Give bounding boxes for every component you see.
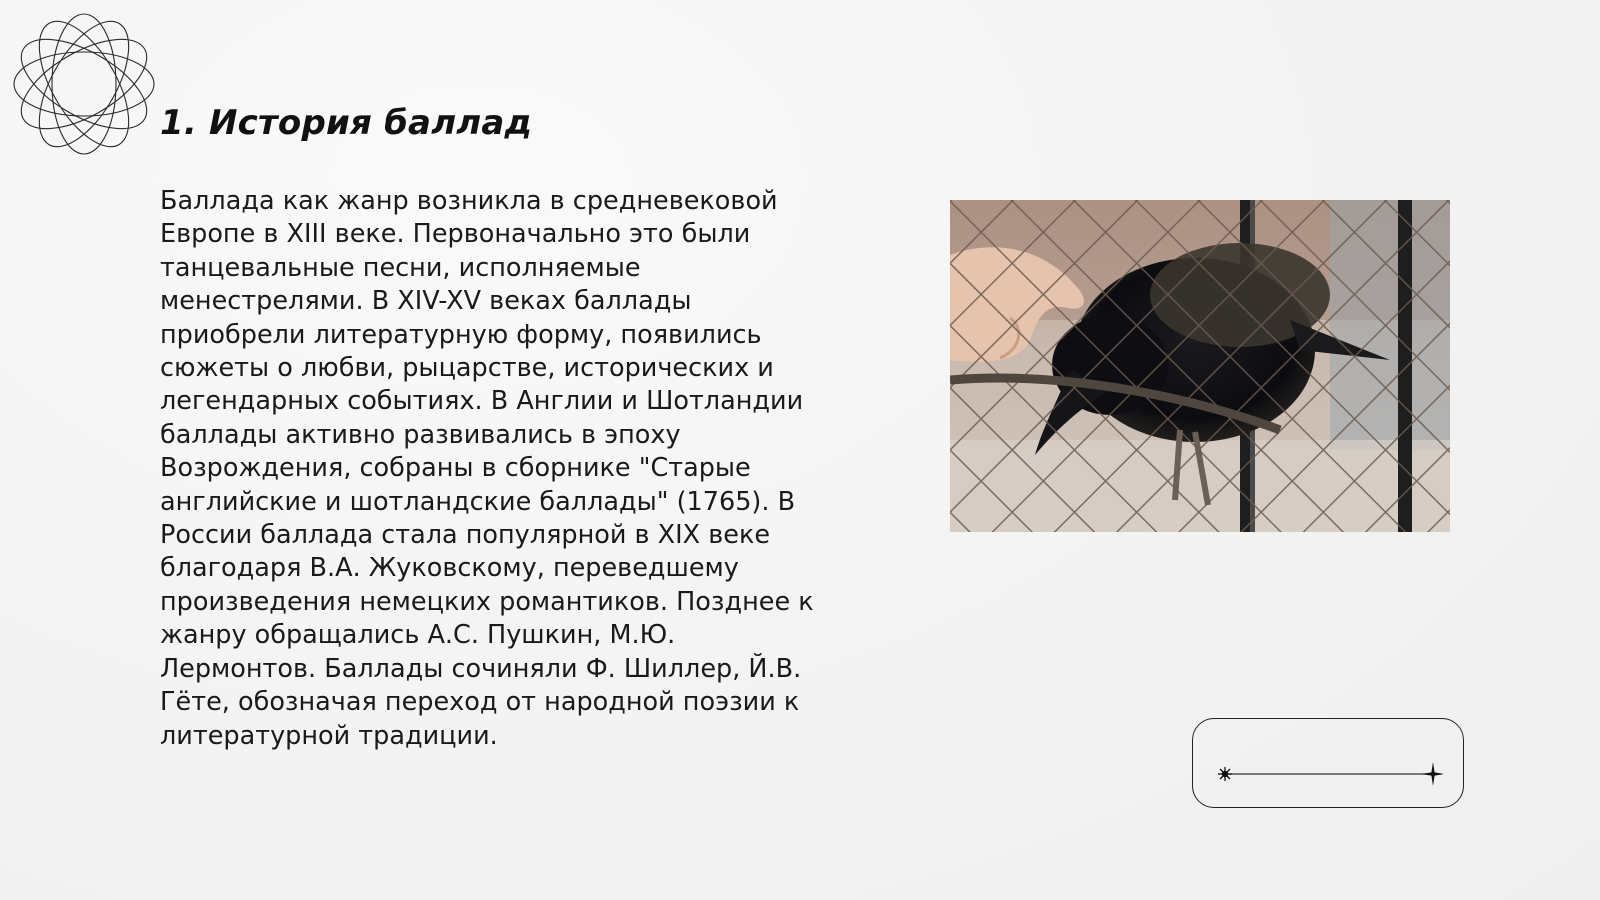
slide-body-text: Баллада как жанр возникла в средневековой Европе в XIII веке. Первоначально это были танцевальные песни, исполняемые менестрелями. В XIV-XV веках баллады приобрели литературную форму, появились сюжеты о любви, рыцарстве, исторических и легендарных событиях. В Англии и Шотландии баллады активно развивались в эпоху Возрождения, собраны в сборнике "Старые английские и шотландские баллады" (1765). В России баллада стала популярной в XIX веке благодаря В.А. Жуковскому, переведшему произведения немецких романтиков. Позднее к жанру обращались А.С. Пушкин, М.Ю. Лермонтов. Баллады сочиняли Ф. Шиллер, Й.В. Гёте, обозначая переход от народной поэзии к литературной традиции. (160, 186, 814, 751)
raven-behind-fence-photo (950, 200, 1450, 532)
star-cross-icon (1421, 762, 1443, 786)
orbit-rings-icon (10, 10, 158, 158)
slide-title: 1. История баллад (160, 103, 533, 143)
navigation-box (1192, 718, 1464, 808)
sparkle-icon (1218, 767, 1232, 781)
